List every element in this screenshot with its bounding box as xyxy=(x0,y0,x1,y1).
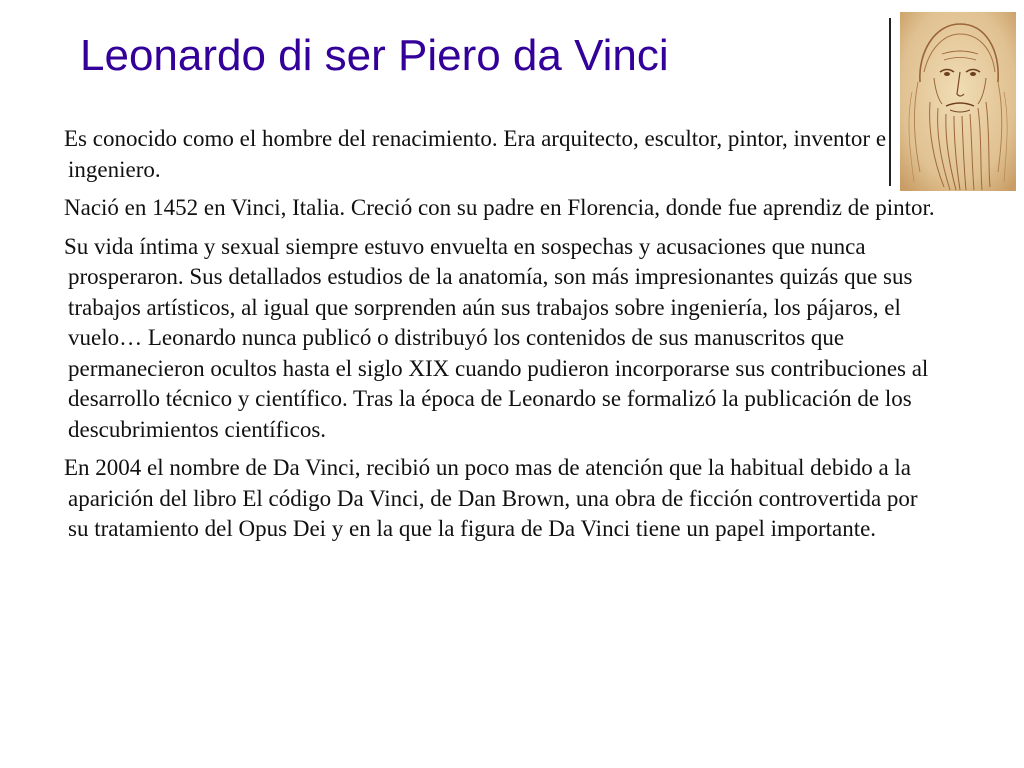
paragraph-codigo-da-vinci: En 2004 el nombre de Da Vinci, recibió un poco mas de atención que la habitual debido a la aparición del libro El código Da Vinci, de Dan Brown, una obra de ficción controvertida por su tratamiento del Opus Dei y en la que la figura de Da Vinci tiene un papel importante. xyxy=(64,455,918,541)
body-text xyxy=(64,124,936,553)
slide-title: Leonardo di ser Piero da Vinci xyxy=(80,31,669,80)
paragraph-vida-estudios: Su vida íntima y sexual siempre estuvo envuelta en sospechas y acusaciones que nunca prosperaron. Sus detallados estudios de la anatomía, son más impresionantes quizás que sus trabajos artísticos, al igual que sorprenden aún sus trabajos sobre ingeniería, los pájaros, el vuelo… Leonardo nunca publicó o distribuyó los contenidos de sus manuscritos que permanecieron ocultos hasta el siglo XIX cuando pudieron incorporarse sus contribuciones al desarrollo técnico y científico. Tras la época de Leonardo se formalizó la publicación de los descubrimientos científicos. xyxy=(64,233,929,442)
paragraph-nacimiento: Nació en 1452 en Vinci, Italia. Creció con su padre en Florencia, donde fue aprendiz de pintor. xyxy=(64,195,935,220)
paragraph-renacimiento: Es conocido como el hombre del renacimiento. Era arquitecto, escultor, pintor, inventor e ingeniero. xyxy=(64,126,887,182)
